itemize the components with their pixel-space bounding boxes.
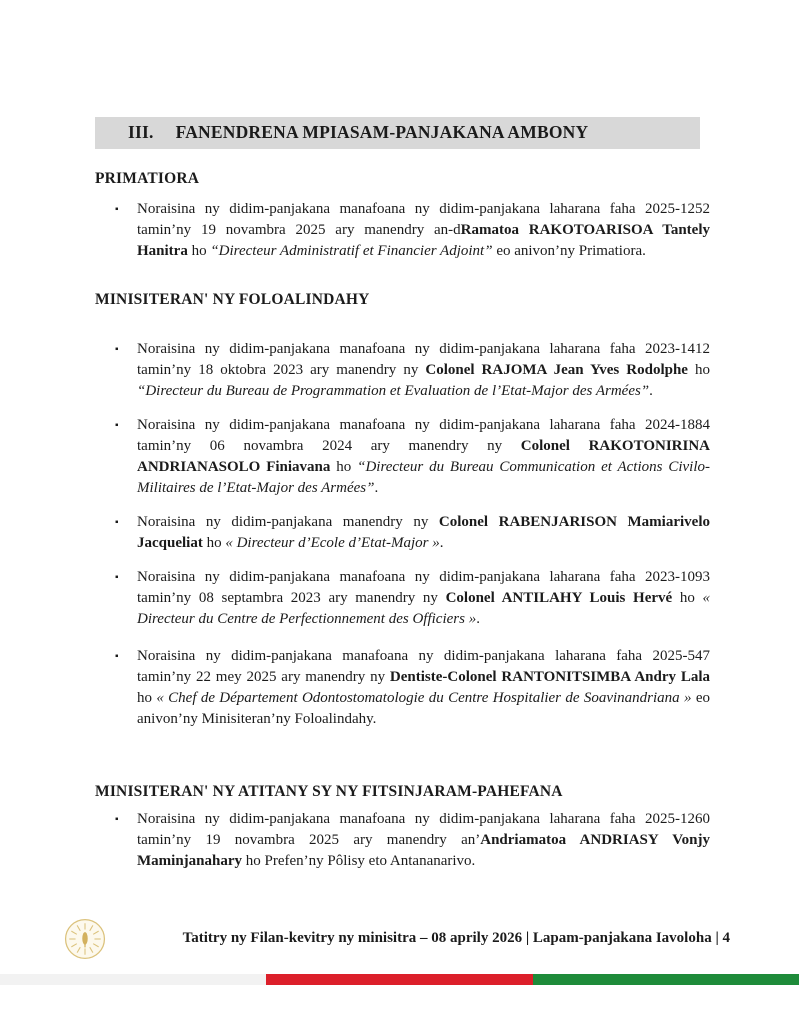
bullet-icon: ▪ [115, 651, 119, 662]
section-primatiora [95, 170, 710, 262]
flag-red-segment [266, 974, 532, 985]
list-item-text: Noraisina ny didim-panjakana manafoana ny didim-panjakana laharana faha 2024-1884 tamin’ny 06 novambra 2024 ary manendry ny Colonel RAKOTONIRINA ANDRIANASOLO Finiavana ho “Directeur du Bureau Communication et Actions Civilo-Militaires de l’Etat-Major des Armées”. [137, 417, 710, 496]
list-item-text: Noraisina ny didim-panjakana manafoana ny didim-panjakana laharana faha 2023-1093 tamin’ny 08 septambra 2023 ary manendry ny Colonel ANTILAHY Louis Hervé ho « Directeur du Centre de Perfectionnement des Officiers ». [137, 569, 710, 627]
section-title-bar [95, 117, 700, 149]
list-item [95, 646, 710, 730]
list-item [95, 339, 710, 402]
bullet-icon: ▪ [115, 572, 119, 583]
list-item-text: Noraisina ny didim-panjakana manafoana ny didim-panjakana laharana faha 2025-1252 tamin’ny 19 novambra 2025 ary manendry an-dRamatoa RAKOTOARISOA Tantely Hanitra ho “Directeur Administratif et Financier Adjoint” eo anivon’ny Primatiora. [137, 201, 710, 259]
list-item-text: Noraisina ny didim-panjakana manafoana ny didim-panjakana laharana faha 2023-1412 tamin’ny 18 oktobra 2023 ary manendry ny Colonel RAJOMA Jean Yves Rodolphe ho “Directeur du Bureau de Programmation et Evaluation de l’Etat-Major des Armées”. [137, 341, 711, 399]
flag-color-bar [0, 974, 799, 985]
page-footer [183, 930, 730, 947]
list-item [95, 415, 710, 499]
list-item [95, 809, 710, 872]
list-item-text: Noraisina ny didim-panjakana manafoana ny didim-panjakana laharana faha 2025-1260 tamin’ny 19 novambra 2025 ary manendry an’Andriamatoa ANDRIASY Vonjy Maminjanahary ho Prefen’ny Pôlisy eto Antananarivo. [137, 811, 710, 869]
page-number: 4 [722, 930, 730, 946]
flag-white-segment [0, 974, 266, 985]
list-item [95, 512, 710, 554]
section-heading: PRIMATIORA [95, 170, 200, 187]
flag-green-segment [533, 974, 799, 985]
page-title: FANENDRENA MPIASAM-PANJAKANA AMBONY [175, 122, 589, 142]
list-item [95, 567, 710, 630]
bullet-icon: ▪ [115, 517, 119, 528]
bullet-icon: ▪ [115, 814, 119, 825]
footer-text: Tatitry ny Filan-kevitry ny minisitra – 08 aprily 2026 | Lapam-panjakana Iavoloha | [182, 930, 723, 946]
section-heading: MINISITERAN' NY ATITANY SY NY FITSINJARAM-PAHEFANA [95, 783, 563, 800]
document-content [95, 117, 710, 872]
list-item-text: Noraisina ny didim-panjakana manafoana ny didim-panjakana laharana faha 2025-547 tamin’ny 22 mey 2025 ary manendry ny Dentiste-Colonel RANTONITSIMBA Andry Lala ho « Chef de Département Odontostomatologie du Centre Hospitalier de Soavinandriana » eo anivon’ny Minisiteran’ny Foloalindahy. [137, 648, 710, 727]
list-item-text: Noraisina ny didim-panjakana manendry ny Colonel RABENJARISON Mamiarivelo Jacqueliat ho « Directeur d’Ecole d’Etat-Major ». [137, 514, 710, 551]
bullet-icon: ▪ [115, 204, 119, 215]
list-item [95, 199, 710, 262]
bullet-icon: ▪ [115, 420, 119, 431]
bullet-icon: ▪ [115, 344, 119, 355]
section-foloalindahy [95, 291, 710, 730]
section-atitany [95, 783, 710, 872]
state-seal-icon [64, 918, 106, 960]
section-heading: MINISITERAN' NY FOLOALINDAHY [95, 291, 370, 308]
section-roman-numeral: III. [128, 122, 154, 142]
